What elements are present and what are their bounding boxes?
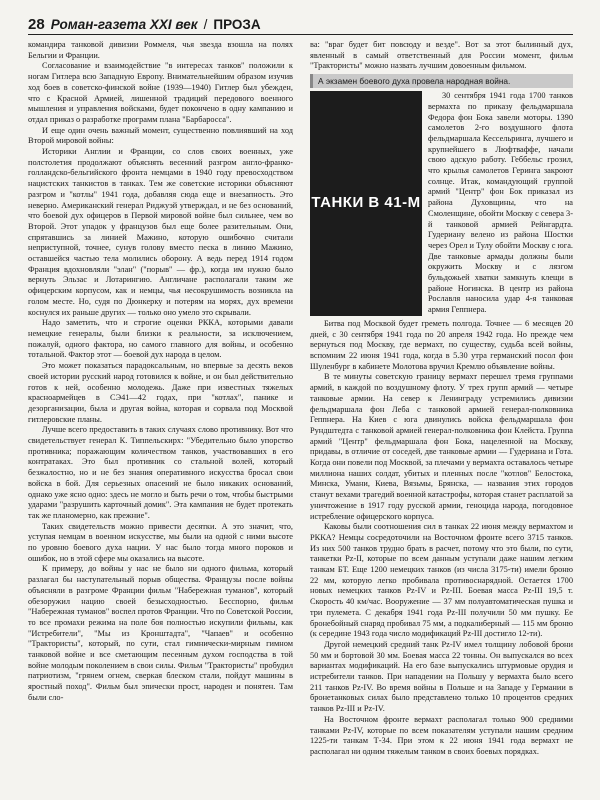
paragraph: Лучше всего предоставить в таких случаях слово противнику. Вот что свидетельствует генерал К. Типпельскирх: "Убедительно было упорство противника; поражающим количеством танков, участвовавших в его контратаках. Это был противник со стальной волей, который безжалостно, но и не без знания оперативного искусства бросал свои войска в бой. Для серьезных опасений не было никаких оснований, однако уже ясно одно: здесь не могло и быть речи о том, чтобы быстрыми ударами "разрушить карточный домик". Эта кампания не будет протекать так же планомерно, как прежние". <box>28 425 293 520</box>
paragraph: На Восточном фронте вермахт располагал только 900 средними танками Pz-IV, которые по всем показателям уступали нашим средним 1225-ти танкам Т-34. При этом к 22 июня 1941 года вермахт не располагал ни одним тяжелым танком в своих боевых порядках. <box>310 714 573 756</box>
page-header <box>28 14 573 35</box>
header-separator: / <box>203 17 208 32</box>
magazine-title: Роман-газета XXI век <box>50 17 198 32</box>
section-label: ПРОЗА <box>213 17 261 32</box>
paragraph: ва: "враг будет бит повсюду и везде". Вот за этот былинный дух, явленный в самый ответственный для России момент, фильм "Трактористы" можно назвать лучшим довоенным фильмом. <box>310 40 573 71</box>
paragraph: Надо заметить, что и строгие оценки РККА, которыми давали немецкие генералы, были близки к реальности, за исключением, пожалуй, одного фактора, но самого главного для войны, и особенно тотальной. Фактор этот — боевой дух народа в целом. <box>28 318 293 360</box>
section-title: ТАНКИ В 41-М <box>310 91 422 316</box>
paragraph: Другой немецкий средний танк Pz-IV имел толщину лобовой брони 50 мм и бортовой 30 мм. Боевая масса 22 тонны. Он выпускался во всех вариантах модификаций. На его базе выпускались штурмовые орудия и истребители танков. При нападении на Польшу у вермахта было всего 211 танков Pz-IV. Во время войны в Польше и на Западе у Германии в бронетанковых силах было представлено только 10 процентов средних танков Pz-III и Pz-IV. <box>310 639 573 714</box>
paragraph: Битва под Москвой будет греметь полгода. Точнее — 6 месяцев 20 дней, с 30 сентября 1941 года по 20 апреля 1942 года. Но прежде чем вернуться под Москву, где вермахт, по существу, судьба всей войны, вспомним 22 июня 1941 года, когда в 5.30 утра германский посол фон Шуленбург в кабинете Молотова вручил Кремлю объявление войны. <box>310 318 573 371</box>
left-column <box>28 40 293 795</box>
paragraph: Таких свидетельств можно привести десятки. А это значит, что, уступая немцам в военном искусстве, мы были на одной с ними высоте по уровню боевого духа нации. У нас было тогда много пороков и ошибок, но в этой сфере мы оказались на высоте. <box>28 521 293 563</box>
lead-in-tag: А экзамен боевого духа провела народная война. <box>310 74 573 88</box>
paragraph: Это может показаться парадоксальным, но впервые за десять веков своей истории русский народ готовился к войне, и он был действительно готов к ней, особенно молодежь. Даже при известных тяжелых красноармейцев в СЭ41—42 годах, при "котлах", панике и дезорганизации, была и другая война, которая и сорвала под Москвой гитлеровские планы. <box>28 361 293 424</box>
paragraph: И еще один очень важный момент, существенно повлиявший на ход Второй мировой войны: <box>28 125 293 146</box>
paragraph: В те минуты советскую границу вермахт перешел тремя группами армий, в каждой по воздушному флоту. У трех групп армий — четыре танковые армии. На север к Ленинграду устремились дивизии фельдмаршала фон Леба с танковой армией генерал-полковника Геппнера. На Киев с юга двинулись войска фельдмаршала фон Рундштедта с танковой армией генерал-полковника фон Клейста. Группа армий "Центр" фельдмаршала фон Бока, нацеленной на Москву, придавы, в отличие от соседей, две танковые армии — Гудериана и Гота. Когда они повели под Москвой, за плечами у вермахта оставалось четыре миллиона наших солдат, убитых и пленных после "котлов" Белостока, Минска, Умани, Киева, Вязьмы, Брянска, — названия этих городов станут вехами трагедий военной катастрофы, которая станет расплатой за уничтожение в 1917 году русской армии, геноцида народа, погодовное истребление офицерского корпуса. <box>310 372 573 521</box>
page-number: 28 <box>28 16 45 33</box>
heading-side-text <box>422 91 573 316</box>
paragraph: К примеру, до войны у нас не было ни одного фильма, который разлагал бы наступательный порыв общества. Французы после войны объясняли в разгроме Франции фильм "Набережная туманов", который обезоружил нацию своей безысходностью. Бесспорно, фильм "Набережная туманов" воспел протов Франции. Что по Советской России, то все промахи режима на поле боя полностью искупили фильмы, как "Истребители", "Мы из Кронштадта", "Чапаев" и особенно "Трактористы", который, по сути, стал гимнически-мирным гимном танковой войне и все сметающим песенным духом господства в той войне молодым поколением в свои силы. Фильм "Трактористы" пробудил патриотизм, "грянем огнем, сверкая блеском стали, пойдут машины в яростный поход". Фильм был эпически прост, народен и понятен. Там были сло- <box>28 564 293 702</box>
paragraph: Согласование и взаимодействие "в интересах танков" положили к ногам Гитлера всю Западную Европу. Внимательнейшим образом изучив ход боев в советско-финской войне (1939—1940) Гитлер был убежден, что с Красной Армией, лишенной традиций передового военного мышления и управления войсками, будет покончено в одну кампанию и отдал приказ о разработке программ плана "Барбаросса". <box>28 61 293 124</box>
paragraph: Историки Англии и Франции, со слов своих военных, уже полстолетия продолжают объяснять весенний разгром англо-франко-голландско-бельгийского фронта немцами в 1940 году превосходством нацистских танкистов в танках. Тем же советские историки объясняют разгром и "котлы" 1941 года, добавляя сюда еще и внезапность. Это неверно. Американский генерал Риджуэй утверждал, и не без оснований, что боевой дух офицеров в Первой мировой войне был сильнее, чем во Второй. Этот упадок у французов был еще более разительным. Они, спрятавшись за линией Мажино, которую ошибочно считали неприступной, точнее, сунув голову вместо песка в линию Мажино, оставшейся частью тела молились оборону. А ведь перед 1914 годом Франция вдохновляли "элан" ("порыв" — фр.), когда им нужно было вернуть Эльзас и Лотарингию. Англичане располагали таким же офицерским корпусом, как и немцы, чья несокрушимость возникла на голом месте. Но, судя по Дюнкерку и потерям на морях, дух времени коснулся их раньше других — только оно умело это скрывали. <box>28 147 293 317</box>
paragraph: Каковы были соотношения сил в танках 22 июня между вермахтом и РККА? Немцы сосредоточили на Восточном фронте всего 3715 танков. Из них 500 танков трудно брать в расчет, потому что это были, по сути, танкетки Pz-II, которые по всем данным уступали даже нашим легким танкам БТ. Еще 1200 немецких танков (из числа 3175-ти) имели броню 22 мм, которую легко пробивала противоснарядной. Остается 1700 новых немецких танков Pz-IV и Pz-III. Боевая масса Pz-III 19,5 т. Скорость 40 км/час. Вооружение — 37 мм полуавтоматическая пушка и три пулемета. С декабря 1941 года Pz-III получили 50 мм пушку. Ее бронебойный снаряд пробивал 75 мм, а подкалиберный — 115 мм броню (к середине 1943 года число модификаций Pz-III достигло 12-ти). <box>310 522 573 639</box>
paragraph: командира танковой дивизии Роммеля, чья звезда взошла на полях Бельгии и Франции. <box>28 40 293 60</box>
section-heading-row <box>310 91 573 316</box>
paragraph: 30 сентября 1941 года 1700 танков вермахта по приказу фельдмаршала Федора фон Бока завели моторы. 1390 самолетов 2-го воздушного флота фельдмаршала Кессельринга, лучшего и крупнейшего в Люфтваффе, начали свою адскую работу. Геббельс грозил, что крылья самолетов Геринга закроют солнце. Итак, командующий группой армий "Центр" фон Бок приказал из района Духовщины, что на Смоленщине, обойти Москву с севера 3-й танковой армией Рейнгардта. Гудериану велено из района Шостки через Орел и Тулу обойти Москву с юга. Две танковые армады должны были окружить Москву и с лязгом бульдожьей хватки замкнуть клещи в районе Ногинска. В центр из района Рославля наносила удар 4-я танковая армия Геппнера. <box>428 91 573 315</box>
right-column <box>310 40 573 795</box>
